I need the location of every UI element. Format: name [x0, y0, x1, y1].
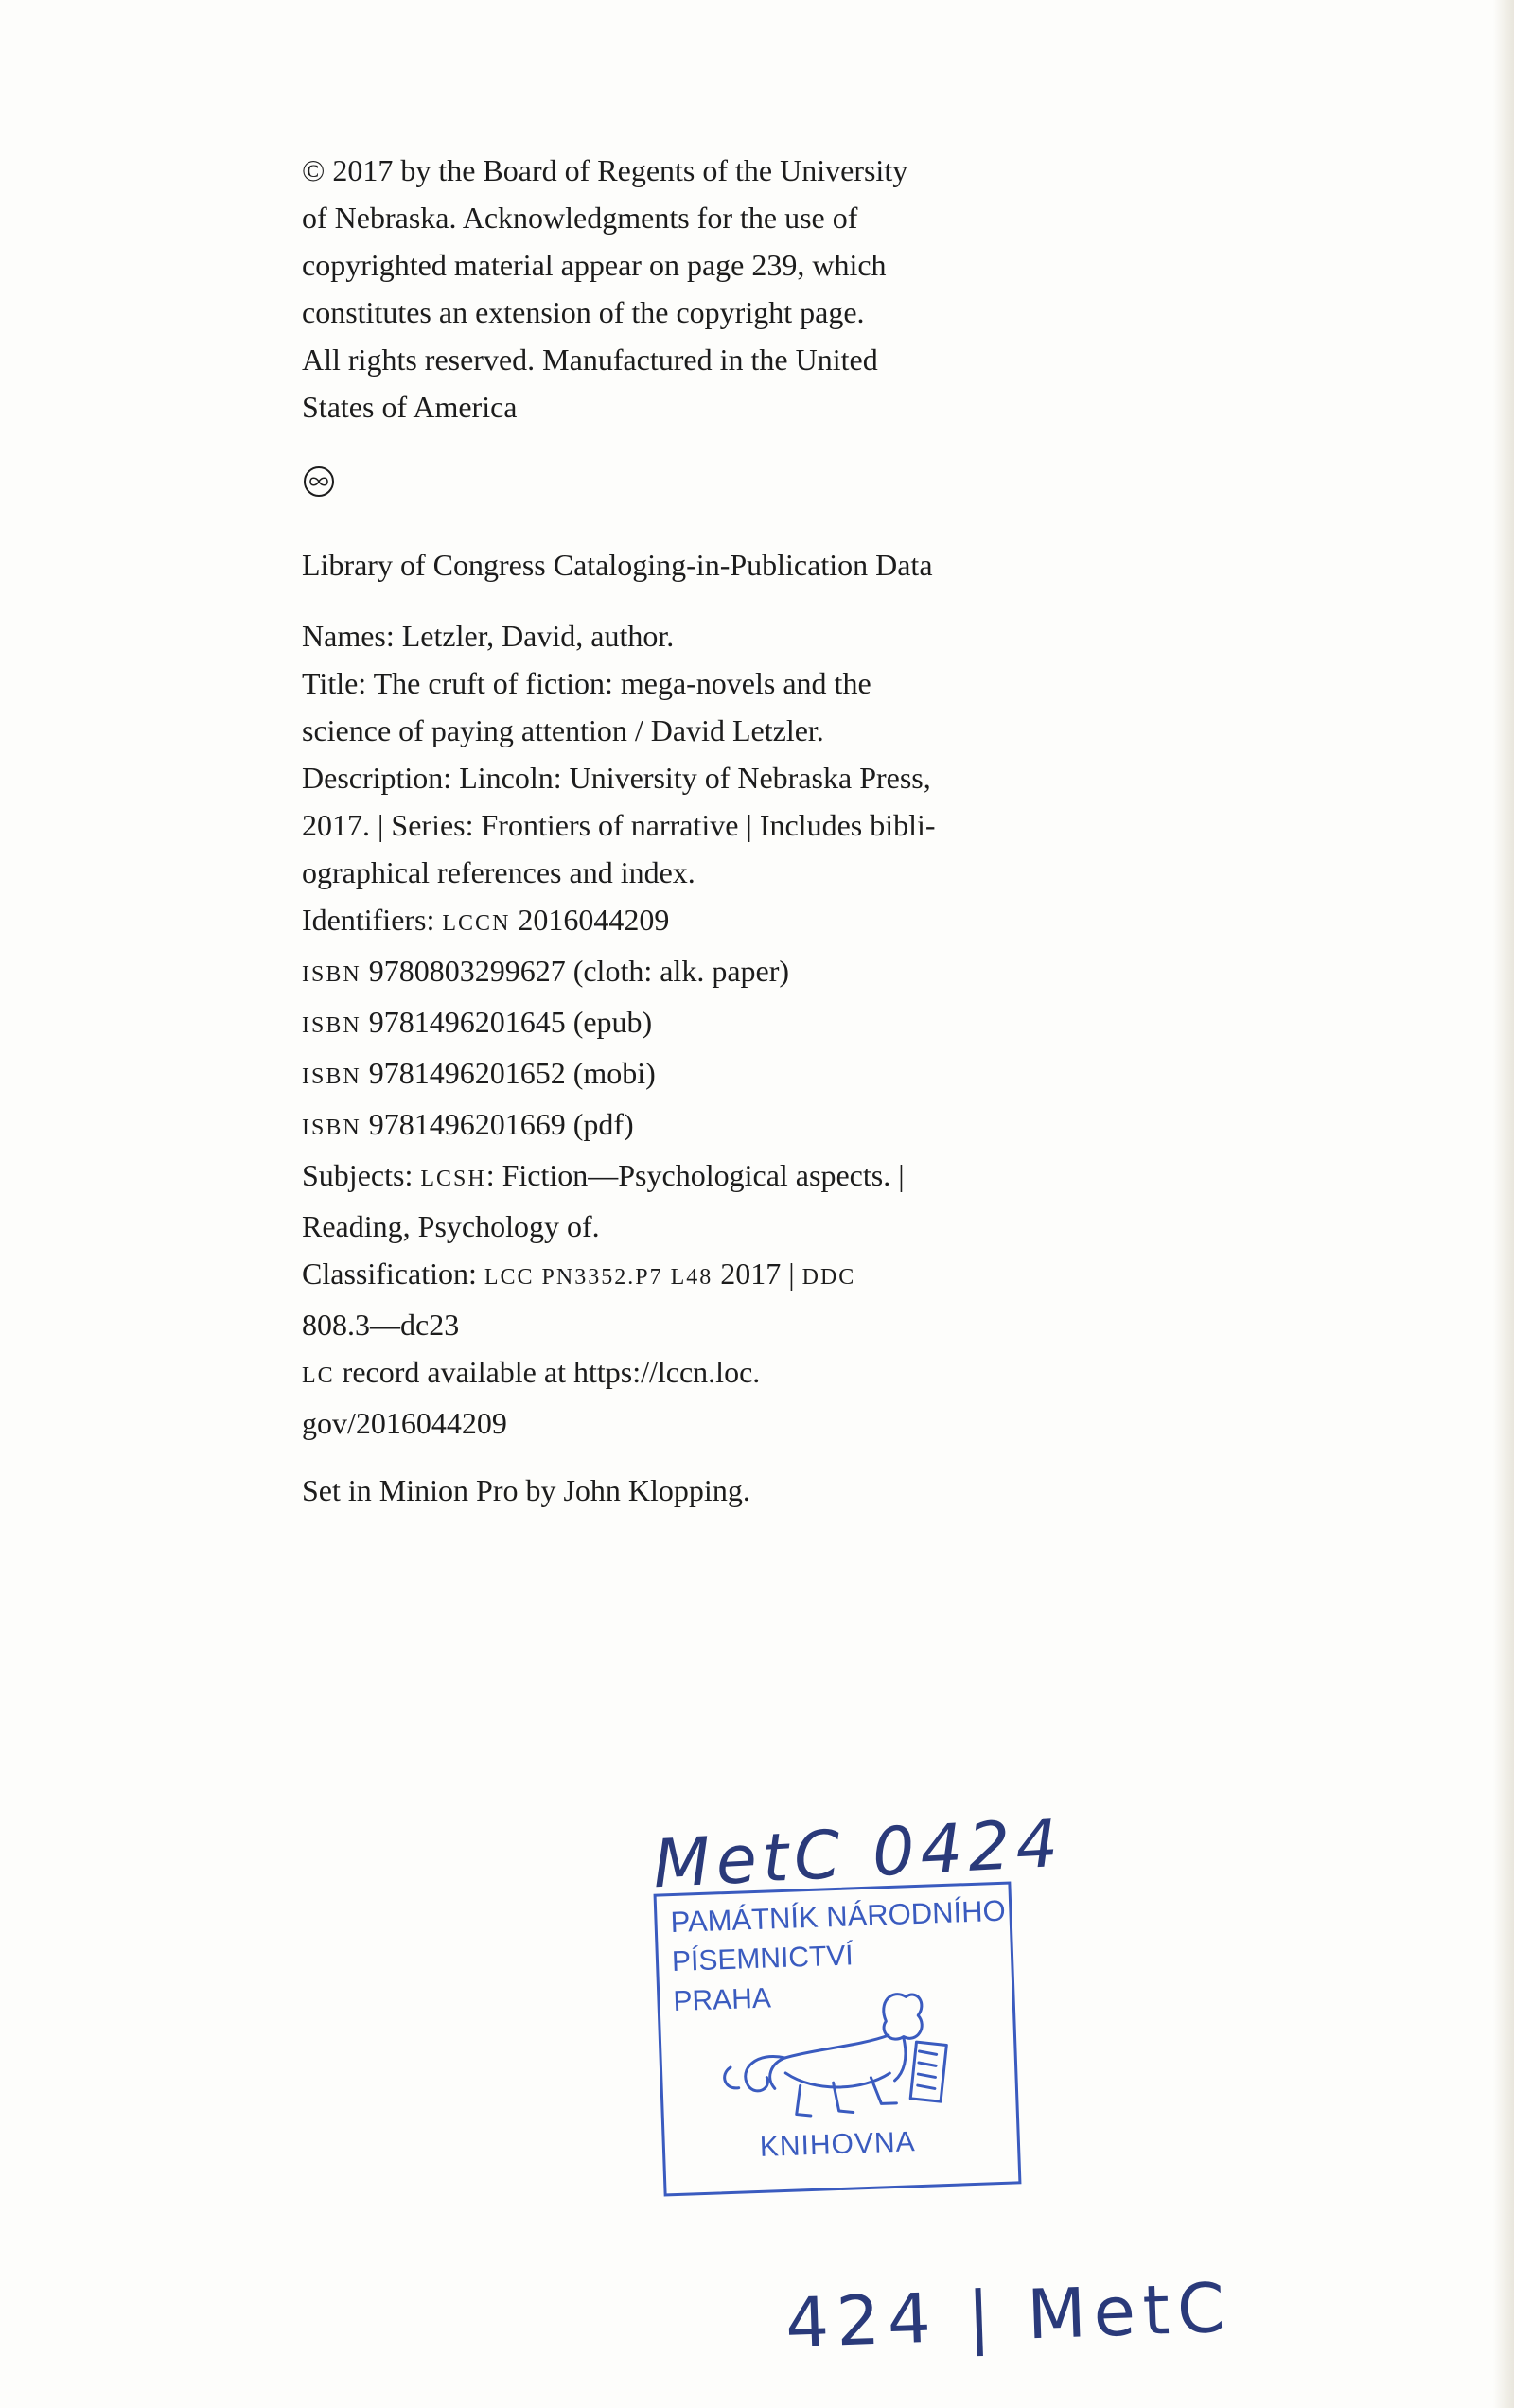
isbn-line [302, 1100, 983, 1151]
lc-label: LC [302, 1363, 335, 1388]
record-text: record available at https://lccn.loc. [334, 1355, 761, 1389]
lccn-label: LCCN [442, 911, 511, 936]
lcc-label: LCC [484, 1265, 535, 1290]
copyright-line: © 2017 by the Board of Regents of the University [302, 153, 908, 187]
cip-names: Names: Letzler, David, author. [302, 619, 675, 653]
copyright-line: constitutes an extension of the copyright page. [302, 295, 865, 329]
copyright-line: of Nebraska. Acknowledgments for the use of [302, 201, 858, 235]
classification-label: Classification: [302, 1257, 484, 1291]
copyright-line: All rights reserved. Manufactured in the United [302, 343, 878, 377]
isbn-line [302, 947, 983, 998]
cip-classification: 808.3—dc23 [302, 1308, 460, 1342]
isbn-label: ISBN [302, 1116, 361, 1140]
cip-heading: Library of Congress Cataloging-in-Publication Data [302, 548, 933, 582]
handwritten-accession: 424 | MetC [783, 2267, 1234, 2364]
cip-title: Title: The cruft of fiction: mega-novels and the [302, 666, 871, 700]
lccn-value: 2016044209 [510, 903, 670, 937]
lcc-value: 2017 | [713, 1257, 802, 1291]
isbn-label: ISBN [302, 962, 361, 987]
page-edge [1493, 0, 1514, 2408]
cip-record-link [302, 1348, 983, 1399]
cip-description: Description: Lincoln: University of Nebraska Press, [302, 761, 931, 795]
cip-title: science of paying attention / David Letzler. [302, 713, 824, 747]
stamp-text: PRAHA [672, 1982, 772, 2018]
stamp-text: PÍSEMNICTVÍ [671, 1940, 854, 1978]
stamp-text: PAMÁTNÍK NÁRODNÍHO [669, 1893, 1007, 1940]
lcsh-label: LCSH [420, 1167, 486, 1191]
isbn-value: 9781496201669 (pdf) [361, 1107, 634, 1141]
subjects-value: : Fiction—Psychological aspects. | [485, 1158, 905, 1192]
cip-classification [302, 1250, 983, 1301]
stamp-footer: KNIHOVNA [759, 2126, 917, 2163]
subjects-label: Subjects: [302, 1158, 421, 1192]
isbn-line [302, 998, 983, 1049]
copyright-line: States of America [302, 390, 518, 424]
cip-description: ographical references and index. [302, 855, 695, 889]
cip-subjects [302, 1151, 983, 1203]
isbn-value: 9781496201645 (epub) [361, 1005, 653, 1039]
typeset-note: Set in Minion Pro by John Klopping. [302, 1473, 750, 1507]
lion-icon [716, 1976, 967, 2136]
isbn-label: ISBN [302, 1064, 361, 1089]
cip-subjects: Reading, Psychology of. [302, 1209, 600, 1243]
lcc-value-sc: PN3352.P7 L48 [534, 1265, 713, 1290]
ddc-label: DDC [801, 1265, 856, 1290]
infinity-circle-icon [304, 466, 334, 497]
isbn-line [302, 1049, 983, 1100]
cip-record [302, 612, 983, 1447]
cip-record-link: gov/2016044209 [302, 1406, 507, 1440]
isbn-label: ISBN [302, 1013, 361, 1038]
cip-identifiers [302, 896, 983, 947]
library-stamp [654, 1882, 1022, 2197]
copyright-notice [302, 147, 983, 431]
cip-description: 2017. | Series: Frontiers of narrative | Includes bibli- [302, 808, 936, 842]
isbn-value: 9781496201652 (mobi) [361, 1056, 656, 1090]
identifiers-label: Identifiers: [302, 903, 443, 937]
handwritten-shelfmark: MetC 0424 [651, 1803, 1066, 1904]
copyright-line: copyrighted material appear on page 239, which [302, 248, 887, 282]
isbn-value: 9780803299627 (cloth: alk. paper) [361, 954, 790, 988]
